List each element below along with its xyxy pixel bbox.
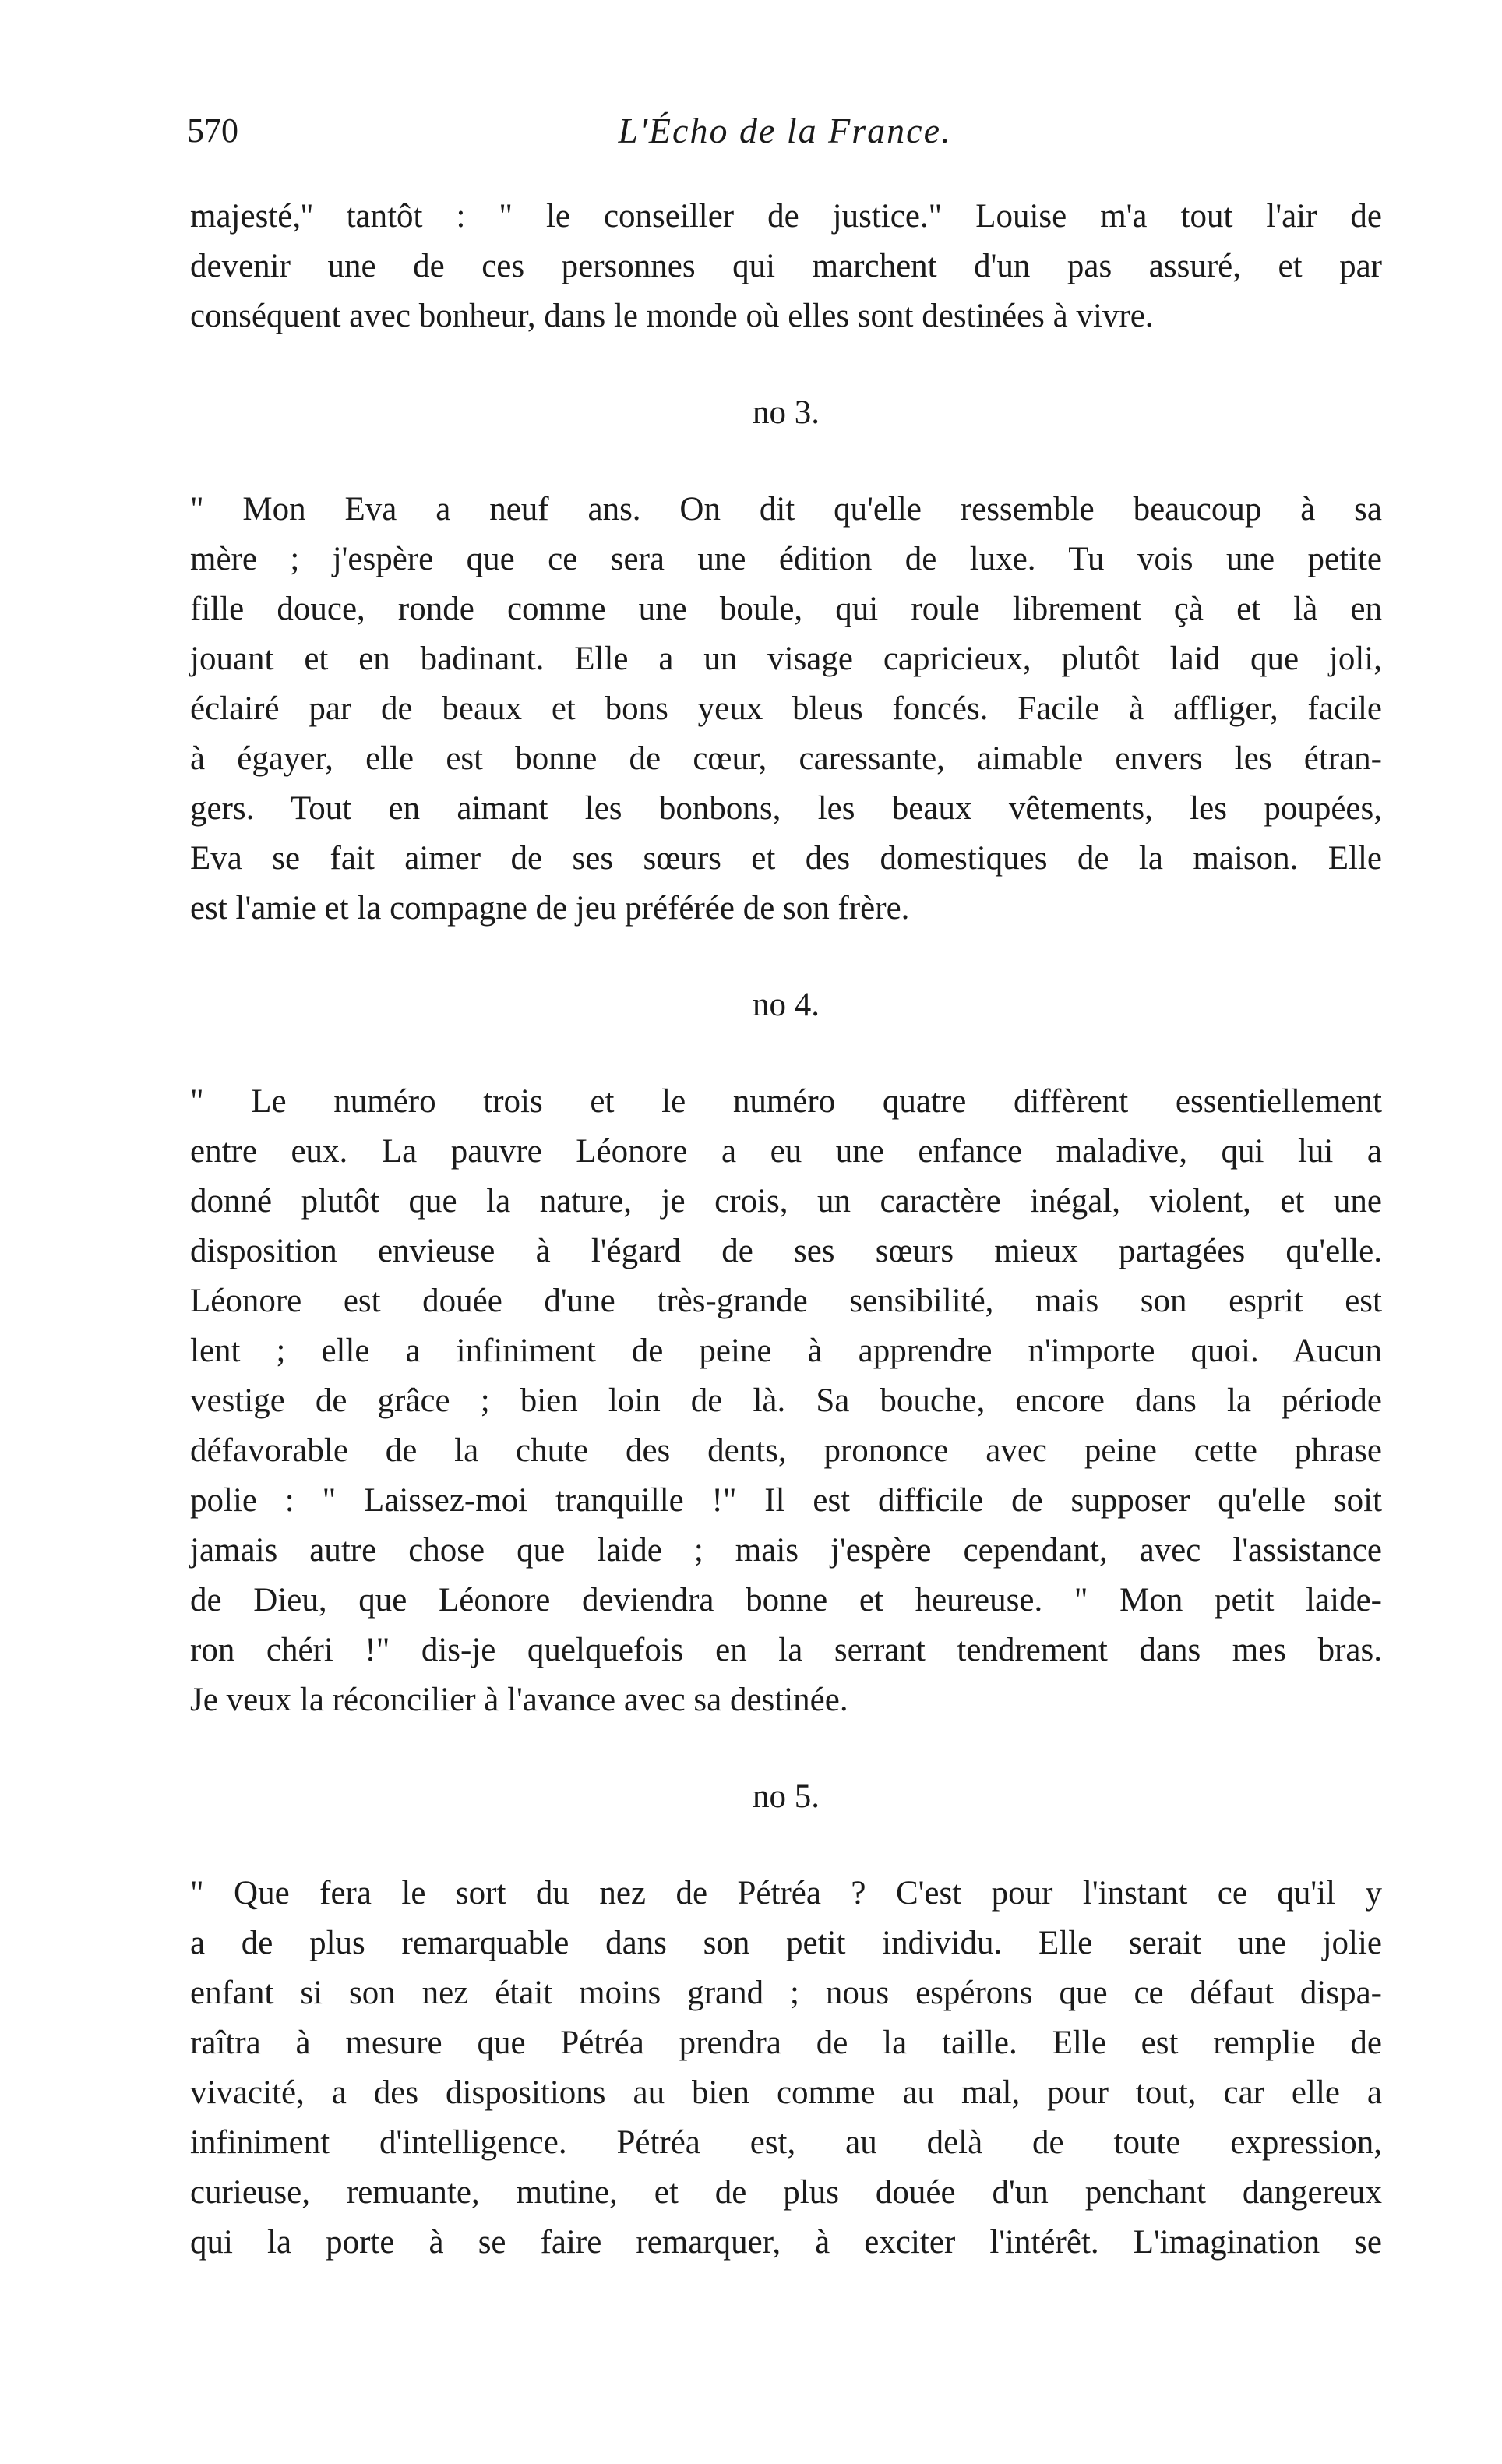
body-text — [190, 192, 1382, 2268]
text-line: donné plutôt que la nature, je crois, un caractère inégal, violent, et une — [190, 1183, 1382, 1220]
section-heading: no 3. — [753, 394, 820, 431]
section-heading: no 4. — [753, 987, 820, 1023]
section-heading: no 5. — [753, 1778, 820, 1815]
text-line: éclairé par de beaux et bons yeux bleus foncés. Facile à affliger, facile — [190, 690, 1382, 727]
page-number: 570 — [187, 111, 238, 150]
text-line: curieuse, remuante, mutine, et de plus douée d'un penchant dangereux — [190, 2174, 1382, 2211]
text-line: " Que fera le sort du nez de Pétréa ? C'est pour l'instant ce qu'il y — [190, 1875, 1382, 1912]
paragraph — [190, 1077, 1382, 1725]
paragraph — [190, 1869, 1382, 2268]
text-line: gers. Tout en aimant les bonbons, les beaux vêtements, les poupées, — [190, 790, 1382, 827]
text-line: majesté,'' tantôt : " le conseiller de justice." Louise m'a tout l'air de — [190, 198, 1382, 235]
page-header — [187, 100, 1383, 162]
text-line: conséquent avec bonheur, dans le monde où elles sont destinées à vivre. — [190, 298, 1154, 334]
text-line: polie : " Laissez-moi tranquille !" Il est difficile de supposer qu'elle soit — [190, 1482, 1382, 1519]
text-line: mère ; j'espère que ce sera une édition de luxe. Tu vois une petite — [190, 541, 1382, 577]
running-title: L'Écho de la France. — [618, 111, 952, 150]
text-line: entre eux. La pauvre Léonore a eu une enfance maladive, qui lui a — [190, 1133, 1382, 1170]
text-line: jouant et en badinant. Elle a un visage capricieux, plutôt laid que joli, — [190, 641, 1382, 677]
text-line: fille douce, ronde comme une boule, qui roule librement çà et là en — [190, 591, 1382, 627]
paragraph — [190, 192, 1382, 341]
text-line: est l'amie et la compagne de jeu préférée de son frère. — [190, 890, 910, 927]
text-line: à égayer, elle est bonne de cœur, caressante, aimable envers les étran- — [190, 740, 1382, 777]
text-line: ron chéri !" dis-je quelquefois en la serrant tendrement dans mes bras. — [190, 1632, 1382, 1668]
text-line: disposition envieuse à l'égard de ses sœurs mieux partagées qu'elle. — [190, 1233, 1382, 1269]
text-line: Eva se fait aimer de ses sœurs et des domestiques de la maison. Elle — [190, 840, 1382, 877]
text-line: vestige de grâce ; bien loin de là. Sa bouche, encore dans la période — [190, 1382, 1382, 1419]
text-line: infiniment d'intelligence. Pétréa est, au delà de toute expression, — [190, 2124, 1382, 2161]
text-line: vivacité, a des dispositions au bien comme au mal, pour tout, car elle a — [190, 2074, 1382, 2111]
text-line: Léonore est douée d'une très-grande sensibilité, mais son esprit est — [190, 1283, 1382, 1319]
text-line: lent ; elle a infiniment de peine à apprendre n'importe quoi. Aucun — [190, 1333, 1382, 1369]
text-line: a de plus remarquable dans son petit individu. Elle serait une jolie — [190, 1925, 1382, 1961]
text-line: de Dieu, que Léonore deviendra bonne et heureuse. " Mon petit laide- — [190, 1582, 1382, 1619]
text-line: qui la porte à se faire remarquer, à exciter l'intérêt. L'imagination se — [190, 2224, 1382, 2261]
text-line: raîtra à mesure que Pétréa prendra de la taille. Elle est remplie de — [190, 2025, 1382, 2061]
text-line: défavorable de la chute des dents, prononce avec peine cette phrase — [190, 1432, 1382, 1469]
text-line: jamais autre chose que laide ; mais j'espère cependant, avec l'assistance — [190, 1532, 1382, 1569]
text-line: devenir une de ces personnes qui marchent d'un pas assuré, et par — [190, 248, 1382, 284]
text-line: Je veux la réconcilier à l'avance avec sa destinée. — [190, 1682, 848, 1718]
text-line: enfant si son nez était moins grand ; nous espérons que ce défaut dispa- — [190, 1975, 1382, 2011]
text-line: " Mon Eva a neuf ans. On dit qu'elle ressemble beaucoup à sa — [190, 491, 1382, 528]
paragraph — [190, 485, 1382, 934]
text-line: " Le numéro trois et le numéro quatre diffèrent essentiellement — [190, 1083, 1382, 1120]
